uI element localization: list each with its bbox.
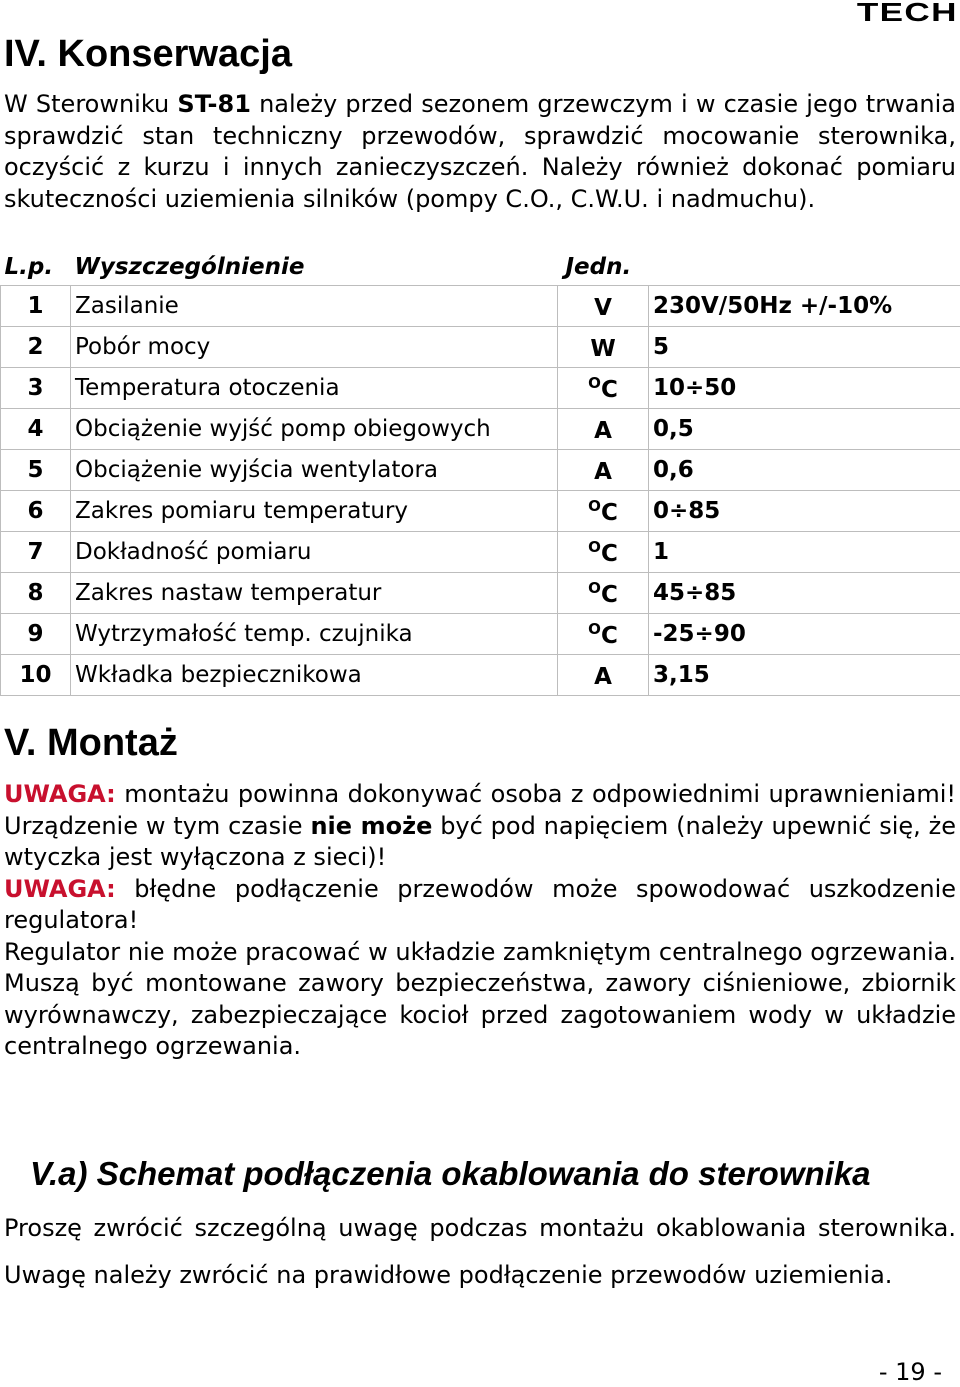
row-unit <box>558 368 649 409</box>
row-unit <box>558 532 649 573</box>
row-number: 7 <box>1 532 71 573</box>
header-unit: Jedn. <box>565 253 632 280</box>
row-description: Obciążenie wyjścia wentylatora <box>71 450 558 491</box>
intro-text-post: należy przed sezonem grzewczym i w czasie jego trwania sprawdzić stan techniczny przewodów, sprawdzić mocowanie sterownika, oczyścić z kurzu i innych zanieczyszczeń. Należy również dokonać pomiaru skuteczności uziemienia silników (pompy C.O., C.W.U. i nadmuchu). <box>4 90 956 213</box>
table-row <box>1 655 960 696</box>
subsection-title-wiring: V.a) Schemat podłączenia okablowania do sterownika <box>30 1155 871 1192</box>
unit-symbol: C <box>600 376 618 403</box>
degree-symbol: O <box>588 619 601 638</box>
row-number: 1 <box>1 286 71 327</box>
unit-symbol: C <box>600 581 618 608</box>
controller-model: ST-81 <box>177 90 251 118</box>
row-number: 3 <box>1 368 71 409</box>
row-value: 0÷85 <box>649 491 960 532</box>
unit-symbol: W <box>590 335 616 362</box>
table-row <box>1 409 960 450</box>
row-unit <box>558 327 649 368</box>
unit-symbol: V <box>594 294 612 321</box>
row-value: 0,6 <box>649 450 960 491</box>
row-number: 2 <box>1 327 71 368</box>
row-value: 0,5 <box>649 409 960 450</box>
header-lp: L.p. <box>4 253 54 280</box>
table-row <box>1 286 960 327</box>
warning-label: UWAGA: <box>4 874 116 903</box>
row-description: Temperatura otoczenia <box>71 368 558 409</box>
degree-symbol: O <box>588 578 601 597</box>
unit-symbol: C <box>600 540 618 567</box>
warning-paragraph-2 <box>4 874 956 937</box>
row-number: 9 <box>1 614 71 655</box>
table-row <box>1 532 960 573</box>
warning-text: montażu powinna dokonywać osoba z odpowiednimi uprawnieniami! Urządzenie w tym czasie <box>4 780 956 840</box>
unit-symbol: C <box>600 622 618 649</box>
unit-symbol: A <box>594 663 612 690</box>
table-row <box>1 614 960 655</box>
row-number: 10 <box>1 655 71 696</box>
row-description: Zasilanie <box>71 286 558 327</box>
technical-data-table <box>0 248 960 696</box>
row-description: Zakres pomiaru temperatury <box>71 491 558 532</box>
unit-symbol: C <box>600 499 618 526</box>
row-description: Dokładność pomiaru <box>71 532 558 573</box>
degree-symbol: O <box>588 373 601 392</box>
row-number: 8 <box>1 573 71 614</box>
row-value: -25÷90 <box>649 614 960 655</box>
row-number: 5 <box>1 450 71 491</box>
section-title-montaz: V. Montaż <box>4 722 178 764</box>
degree-symbol: O <box>588 537 601 556</box>
row-value: 10÷50 <box>649 368 960 409</box>
row-description: Wkładka bezpiecznikowa <box>71 655 558 696</box>
table-row <box>1 327 960 368</box>
row-value: 230V/50Hz +/-10% <box>649 286 960 327</box>
installation-paragraph: Regulator nie może pracować w układzie zamkniętym centralnego ogrzewania. Muszą być montowane zawory bezpieczeństwa, zawory ciśnieniowe, zbiornik wyrównawczy, zabezpieczające kocioł przed zagotowaniem wody w układzie centralnego ogrzewania. <box>4 937 956 1060</box>
table-row <box>1 450 960 491</box>
brand-logo: TECH <box>857 0 958 27</box>
row-value: 45÷85 <box>649 573 960 614</box>
wiring-paragraph: Proszę zwrócić szczególną uwagę podczas montażu okablowania sterownika. Uwagę należy zwrócić na prawidłowe podłączenie przewodów uziemienia. <box>4 1214 956 1289</box>
header-description: Wyszczególnienie <box>74 253 305 280</box>
page-number: - 19 - <box>878 1358 942 1386</box>
row-unit <box>558 573 649 614</box>
row-value: 5 <box>649 327 960 368</box>
row-unit <box>558 491 649 532</box>
row-number: 4 <box>1 409 71 450</box>
header-value <box>649 248 960 286</box>
warning-paragraph-1 <box>4 779 956 874</box>
warning-emphasis: nie może <box>310 811 433 840</box>
warning-text-end: być pod napięciem (należy upewnić się, że wtyczka jest wyłączona z sieci)! <box>4 811 957 871</box>
row-description: Obciążenie wyjść pomp obiegowych <box>71 409 558 450</box>
table-header-row <box>1 248 960 286</box>
row-description: Zakres nastaw temperatur <box>71 573 558 614</box>
intro-text-pre: W Sterowniku <box>4 90 178 118</box>
row-unit <box>558 409 649 450</box>
degree-symbol: O <box>588 496 601 515</box>
table-row <box>1 368 960 409</box>
installation-warnings <box>4 779 956 1063</box>
unit-symbol: A <box>594 417 612 444</box>
row-value: 3,15 <box>649 655 960 696</box>
row-description: Wytrzymałość temp. czujnika <box>71 614 558 655</box>
row-number: 6 <box>1 491 71 532</box>
row-value: 1 <box>649 532 960 573</box>
row-unit <box>558 450 649 491</box>
row-unit <box>558 286 649 327</box>
maintenance-paragraph <box>4 89 956 215</box>
row-unit <box>558 614 649 655</box>
section-title-konserwacja: IV. Konserwacja <box>4 33 292 75</box>
table-row <box>1 573 960 614</box>
table-row <box>1 491 960 532</box>
unit-symbol: A <box>594 458 612 485</box>
warning-label: UWAGA: <box>4 780 116 808</box>
warning-text: błędne podłączenie przewodów może spowodować uszkodzenie regulatora! <box>4 874 956 934</box>
row-description: Pobór mocy <box>71 327 558 368</box>
row-unit <box>558 655 649 696</box>
